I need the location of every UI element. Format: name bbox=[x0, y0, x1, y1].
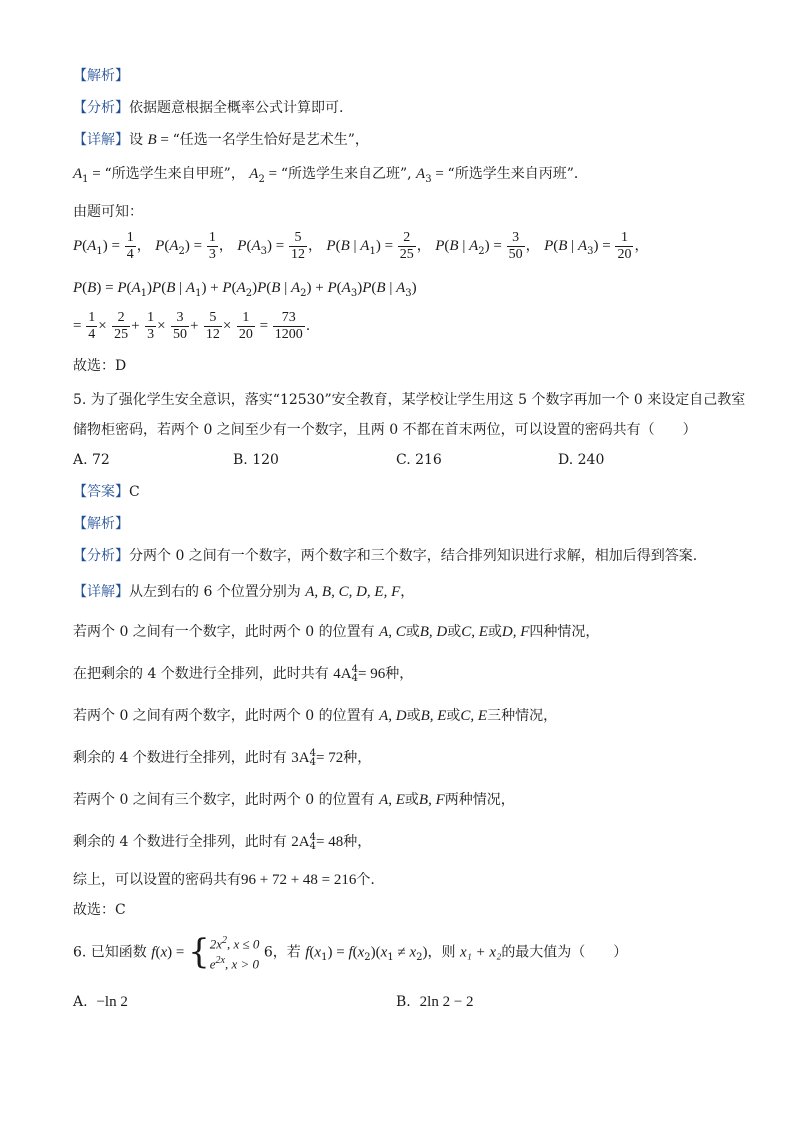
q5-daan: 【答案】C bbox=[73, 484, 140, 500]
q4-jiexi: 【解析】 bbox=[73, 68, 129, 84]
q4-youti: 由题可知： bbox=[73, 204, 143, 220]
q6-option-b: B. 2ln 2 − 2 bbox=[396, 994, 474, 1010]
q4-fenxi: 【分析】依据题意根据全概率公式计算即可. bbox=[73, 100, 344, 116]
q5-case-one: 若两个 0 之间有一个数字，此时两个 0 的位置有 A, C或B, D或C, E或D, F四种情况， bbox=[73, 624, 600, 640]
q5-stem-line1: 5. 为了强化学生安全意识，落实“12530”安全教育，某学校让学生用这 5 个数字再加一个 0 来设定自己教室 bbox=[73, 392, 746, 408]
q4-calculation: = $\frac{1}{4}$ × $\frac{2}{25}$ + $\frac{1}{3}$ × $\frac{3}{50}$ + $\frac{5}{12}$ × $\frac{1}{20}$ = $\frac{73}{1200}$ . bbox=[73, 309, 311, 342]
q5-summary: 综上，可以设置的密码共有96 + 72 + 48 = 216个. bbox=[73, 872, 375, 888]
q5-case-two-count: 剩余的 4 个数进行全排列，此时有 3A 4 4 = 72种， bbox=[73, 748, 372, 768]
q4-probabilities: $P(A_1)$ = $\frac{1}{4}$ ， $P(A_2)$ = $\frac{1}{3}$ ， $P(A_3)$ = $\frac{5}{12}$ ， P(B | $A_1$) = $\frac{2}{25}$ ， P(B | $A_2$) = $\frac{3}{50}$ ， P(B | $A_3$) = $\frac{1}{20}$ ， bbox=[73, 229, 649, 262]
q4-answer: 故选：D bbox=[73, 358, 127, 374]
q5-jiexi: 【解析】 bbox=[73, 516, 129, 532]
q5-option-b: B. 120 bbox=[233, 452, 279, 468]
q5-stem-line2: 储物柜密码，若两个 0 之间至少有一个数字，且两 0 不都在首末两位，可以设置的密码共有（ ） bbox=[73, 422, 697, 438]
q5-fenxi: 【分析】分两个 0 之间有一个数字，两个数字和三个数字，结合排列知识进行求解，相加后得到答案. bbox=[73, 548, 698, 564]
q5-case-two: 若两个 0 之间有两个数字，此时两个 0 的位置有 A, D或B, E或C, E三种情况， bbox=[73, 708, 558, 724]
q4-total-probability: $P(B) = P(A_1)P(B$ | $A_1) + P(A_2)P(B$ | $A_2) + P(A_3)P(B$ | $A_3$) bbox=[73, 280, 417, 299]
q4-xiangjie: 【详解】设 B = “任选一名学生恰好是艺术生”， bbox=[73, 132, 369, 148]
q5-option-d: D. 240 bbox=[558, 452, 605, 468]
q5-case-three: 若两个 0 之间有三个数字，此时两个 0 的位置有 A, E或B, F两种情况， bbox=[73, 792, 515, 808]
q5-xiangjie: 【详解】从左到右的 6 个位置分别为 A, B, C, D, E, F， bbox=[73, 584, 415, 600]
q5-option-c: C. 216 bbox=[396, 452, 442, 468]
q5-case-one-count: 在把剩余的 4 个数进行全排列，此时共有 4A 4 4 = 96种， bbox=[73, 664, 414, 684]
q6-stem: 6. 已知函数 f(x) = { $2x^2$, x ≤ 0 $e^{2x}$, x > 0 6，若 $f(x_1) = f(x_2)(x_1 \ne x_2)$，则 x₁ + x₂的最大值为（ ） bbox=[73, 932, 628, 973]
q4-events: $A_1$ = “所选学生来自甲班”， $A_2$ = “所选学生来自乙班”, $A_3$ = “所选学生来自丙班”． bbox=[73, 166, 588, 185]
q6-option-a: A. −ln 2 bbox=[73, 994, 128, 1010]
q5-case-three-count: 剩余的 4 个数进行全排列，此时有 2A 4 4 = 48种， bbox=[73, 832, 372, 852]
q5-option-a: A. 72 bbox=[73, 452, 110, 468]
q5-answer: 故选：C bbox=[73, 902, 126, 918]
